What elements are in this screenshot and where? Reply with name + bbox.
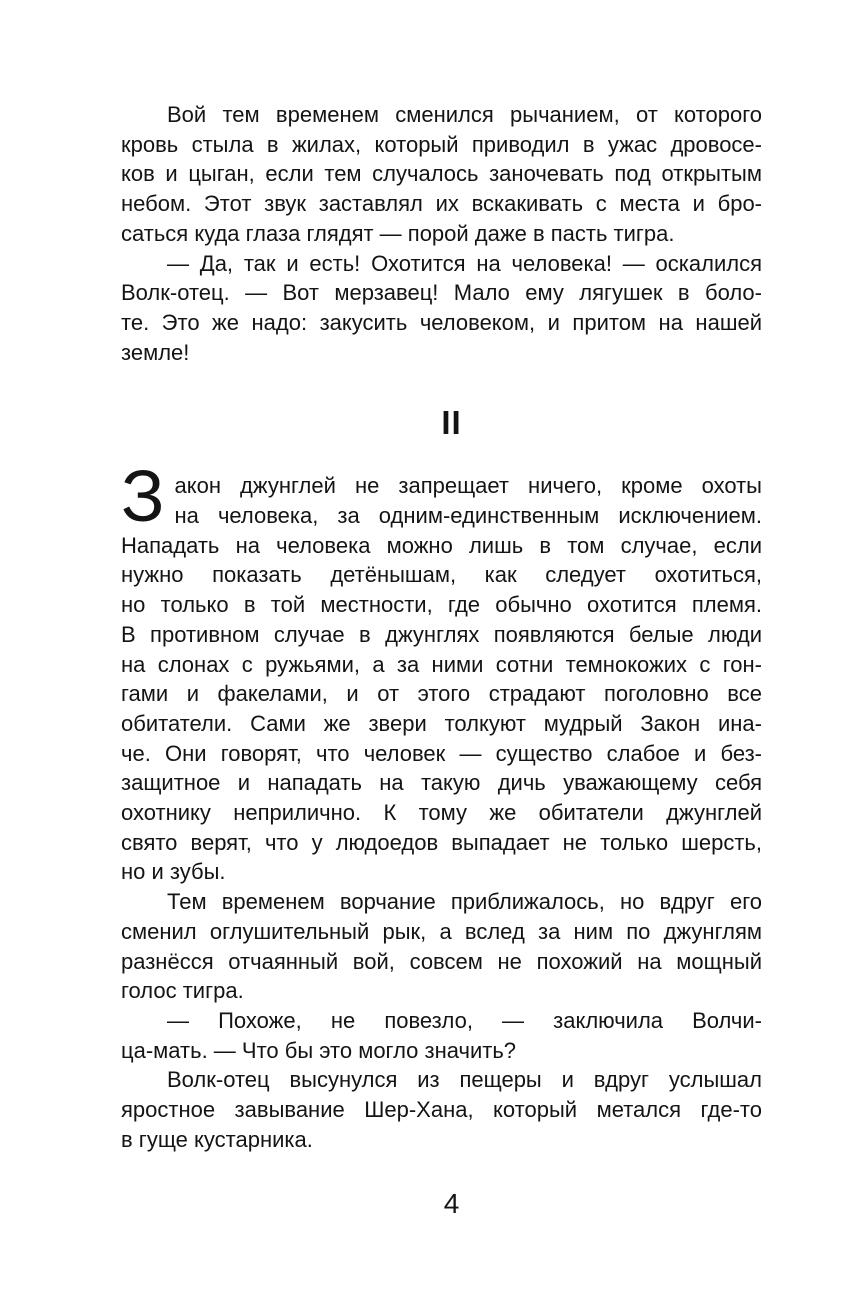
text-line: Нападать на человека можно лишь в том случае, если [121,532,762,558]
paragraph [121,249,762,368]
text-column [121,100,762,1155]
paragraph [121,100,762,249]
text-line: в гуще кустарника. [121,1126,313,1152]
text-line: Тем временем ворчание приближалось, но вдруг его [167,889,762,915]
text-line: на человека, за одним-единственным исключением. [174,503,762,529]
text-line: земле! [121,339,190,365]
text-line: ца-мать. — Что бы это могло значить? [121,1037,517,1063]
paragraph [121,887,762,1006]
text-line: но и зубы. [121,859,226,885]
text-line: ков и цыган, если тем случалось заночевать под открытым [121,161,762,187]
text-line: саться куда глаза глядят — порой даже в пасть тигра. [121,220,675,246]
text-line: те. Это же надо: закусить человеком, и притом на нашей [121,309,762,335]
section-heading: II [441,404,462,442]
paragraph [121,1006,762,1065]
text-line: гами и факелами, и от этого страдают поголовно все [121,681,762,707]
text-line: но только в той местности, где обычно охотится племя. [121,592,762,618]
text-line: охотнику неприлично. К тому же обитатели джунглей [121,800,762,826]
text-line: — Да, так и есть! Охотится на человека! — оскалился [167,250,762,276]
text-line: Волк-отец высунулся из пещеры и вдруг услышал [167,1067,762,1093]
text-line: голос тигра. [121,978,244,1004]
text-line: сменил оглушительный рык, а вслед за ним по джунглям [121,918,762,944]
text-line: акон джунглей не запрещает ничего, кроме охоты [174,473,762,499]
text-line: Волк-отец. — Вот мерзавец! Мало ему лягушек в боло- [121,280,762,306]
text-line: кровь стыла в жилах, который приводил в ужас дровосе- [121,131,762,157]
page-number: 4 [443,1188,460,1219]
text-line: че. Они говорят, что человек — существо слабое и без- [121,740,762,766]
text-line: на слонах с ружьями, а за ними сотни темнокожих с гон- [121,651,762,677]
text-line: разнёсся отчаянный вой, совсем не похожий на мощный [121,948,762,974]
text-line: небом. Этот звук заставлял их вскакивать с места и бро- [121,191,762,217]
text-line: — Похоже, не повезло, — заключила Волчи- [167,1007,762,1033]
text-line: нужно показать детёнышам, как следует охотиться, [121,562,762,588]
text-line: свято верят, что у людоедов выпадает не только шерсть, [121,829,762,855]
drop-cap: З [121,457,165,538]
text-line: В противном случае в джунглях появляются белые люди [121,621,762,647]
text-line: защитное и нападать на такую дичь уважающему себя [121,770,762,796]
dropcap-paragraph [121,457,762,887]
text-line: Вой тем временем сменился рычанием, от которого [167,102,762,127]
text-line: обитатели. Сами же звери толкуют мудрый Закон ина- [121,710,762,736]
paragraph [121,1065,762,1154]
text-line: яростное завывание Шер-Хана, который метался где-то [121,1097,762,1123]
